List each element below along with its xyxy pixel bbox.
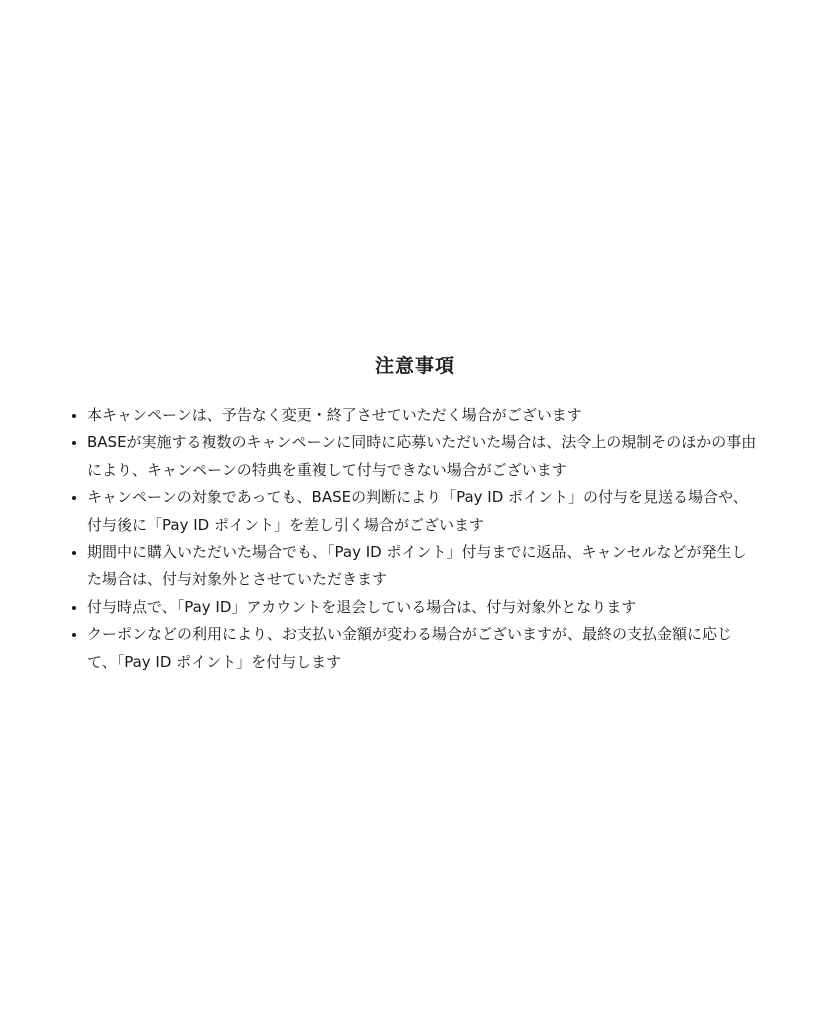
notice-item: BASEが実施する複数のキャンペーンに同時に応募いただいた場合は、法令上の規制そのほかの事由により、キャンペーンの特典を重複して付与できない場合がございます bbox=[70, 429, 760, 484]
notice-item: 付与時点で、「Pay ID」アカウントを退会している場合は、付与対象外となります bbox=[70, 594, 760, 621]
notice-item: キャンペーンの対象であっても、BASEの判断により「Pay ID ポイント」の付与を見送る場合や、付与後に「Pay ID ポイント」を差し引く場合がございます bbox=[70, 484, 760, 539]
notice-section bbox=[70, 352, 760, 676]
notice-list bbox=[70, 402, 760, 676]
notice-item: 期間中に購入いただいた場合でも、「Pay ID ポイント」付与までに返品、キャンセルなどが発生した場合は、付与対象外とさせていただきます bbox=[70, 539, 760, 594]
notice-item: 本キャンペーンは、予告なく変更・終了させていただく場合がございます bbox=[70, 402, 760, 429]
notice-title: 注意事項 bbox=[374, 355, 455, 377]
notice-item: クーポンなどの利用により、お支払い金額が変わる場合がございますが、最終の支払金額に応じて、「Pay ID ポイント」を付与します bbox=[70, 621, 760, 676]
